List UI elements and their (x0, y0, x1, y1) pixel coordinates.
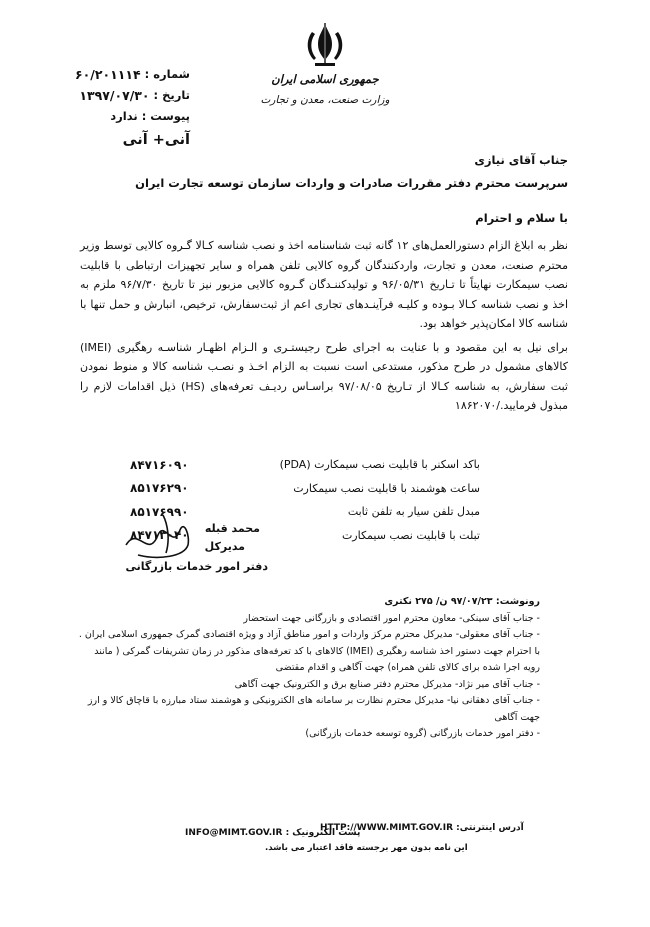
meta-attachment-label: پیوست : (141, 109, 190, 123)
cc-list (70, 594, 540, 743)
tariff-item-code: ۸۵۱۷۶۲۹۰ (130, 481, 189, 496)
tariff-item-name: مبدل تلفن سیار به تلفن ثابت (347, 505, 480, 519)
cc-heading: رونوشت: ۹۷/۰۷/۲۳ ن/ ۲۷۵ نکتری (384, 596, 540, 607)
addressee-name: جناب آقای نیازی (474, 153, 568, 167)
urgency-mark: آنی+ آنی (122, 132, 190, 148)
tariff-item-code: ۸۴۷۱۶۰۹۰ (130, 457, 189, 472)
footer-validity-note: این نامه بدون مهر برجسته فاقد اعتبار می باشد. (265, 843, 468, 853)
body-paragraph-1: نظر به ابلاغ الزام دستورالعمل‌های ۱۲ گانه ثبت شناسنامه اخذ و نصب شناسه کـالا گـروه کالایی توسط وزیر محترم صنعت، معدن و تجارت، واردکنندگان گروه کالایی تلفن همراه و سایر تجهیزات ارتباطی با قابلیت نصب سیمکارت نهایتاً تا تـاریخ ۹۶/۰۵/۳۱ و تولیدکننـدگان گـروه کالایی مزبور نیز تا تاریخ ۹۶/۷/۳۰ ملزم به اخذ و نصب شناسه کـالا بـوده و کلیـه فرآینـدهای تجاری اعم از ثبت‌سفارش، ترخیص، انبارش و حمل تنها با شناسه کالا امکان‌پذیر خواهد بود. (80, 239, 568, 330)
tariff-item-code: ۸۵۱۷۶۹۹۰ (130, 504, 189, 519)
cc-line: - جناب آقای دهقانی نیا- مدیرکل محترم نظارت بر سامانه های الکترونیکی و هوشمند ستاد مبارزه با قاچاق کالا و ارز (87, 695, 540, 706)
tariff-item-name: باکد اسکنر با قابلیت نصب سیمکارت (PDA) (279, 458, 480, 472)
tariff-item (130, 477, 480, 501)
meta-number-row (60, 64, 190, 85)
cc-line: - جناب آقای معقولی- مدیرکل محترم مرکز واردات و امور مناطق آزاد و ویژه اقتصادی گمرک جمهوری اسلامی ایران . (78, 629, 540, 640)
handwritten-signature (118, 505, 198, 565)
body-paragraph-2: برای نیل به این مقصود و با عنایت به اجرای طرح رجیستـری و الـزام اظهـار شناسـه رهگیری (IMEI) کالاهای مشمول در طرح مذکور، مستدعی است نسبت به الزام اخـذ و نصـب شناسه کالا و منوط نمودن ثبت سفارش، به شناسه کـالا از تـاریخ ۹۷/۰۸/۰۵ براسـاس ردیـف تعرفه‌های (HS) ذیل اقدامات لازم را مبذول فرمایید./۱۸۶۲۰۷۰ (80, 340, 568, 412)
signatory-title: مدیرکل (204, 540, 245, 553)
footer-website-label: آدرس اینترنتی: (456, 823, 524, 833)
signatory-name: محمد قبله (204, 522, 260, 535)
addressee-title: سرپرست محترم دفتر مقررات صادرات و واردات سازمان توسعه تجارت ایران (135, 176, 568, 190)
tariff-item-code: ۸۴۷۱۳۰۴۰ (130, 528, 189, 543)
meta-attachment-row (60, 106, 190, 127)
meta-attachment-value: ندارد (110, 109, 138, 123)
meta-number-value: ۶۰/۲۰۱۱۱۴ (75, 67, 141, 82)
cc-line: جهت آگاهی (494, 711, 540, 723)
ministry-name: وزارت صنعت، معدن و تجارت (260, 94, 390, 106)
footer-website-value: HTTP://WWW.MIMT.GOV.IR (320, 823, 454, 833)
letter-body (80, 236, 568, 420)
cc-line: با احترام جهت دستور اخذ شناسه رهگیری (IMEI) کالاهای با کد تعرفه‌های مذکور در زمان تشریفات گمرکی ( مانند (94, 645, 540, 657)
letter-meta (60, 64, 190, 127)
tariff-item (130, 453, 480, 477)
iran-emblem-icon (300, 20, 350, 70)
footer-email-label: پست الکترونیک : (285, 828, 361, 838)
tariff-item-name: تبلت با قابلیت نصب سیمکارت (341, 528, 480, 542)
cc-line: رویه اجرا شده برای کالای تلفن همراه) جهت آگاهی و اقدام مقتضی (275, 662, 540, 673)
signatory-department: دفتر امور خدمات بازرگانی (125, 560, 268, 573)
cc-line: - جناب آقای سینکی- معاون محترم امور اقتصادی و بازرگانی جهت استحضار (243, 612, 540, 624)
cc-line: - دفتر امور خدمات بازرگانی (گروه توسعه خدمات بازرگانی) (305, 728, 540, 739)
footer-email-value: INFO@MIMT.GOV.IR (185, 828, 283, 838)
meta-date-label: تاریخ : (153, 88, 190, 102)
cc-line: - جناب آقای میر نژاد- مدیرکل محترم دفتر صنایع برق و الکترونیک جهت آگاهی (234, 678, 540, 690)
meta-date-value: ۱۳۹۷/۰۷/۳۰ (79, 88, 150, 103)
tariff-item-name: ساعت هوشمند با قابلیت نصب سیمکارت (293, 481, 480, 495)
meta-date-row (60, 85, 190, 106)
meta-number-label: شماره : (144, 67, 190, 81)
footer-email (185, 828, 360, 838)
greeting: با سلام و احترام (475, 211, 568, 225)
state-name: جمهوری اسلامی ایران (271, 72, 379, 86)
